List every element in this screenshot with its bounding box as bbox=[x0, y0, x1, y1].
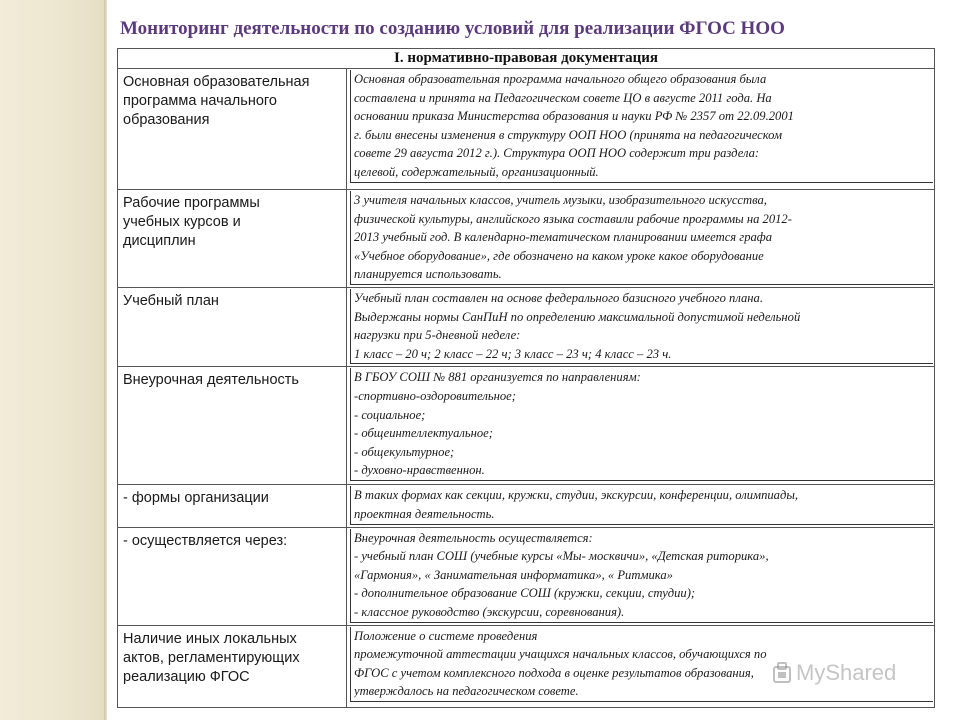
section-header-row bbox=[118, 49, 935, 69]
row-body-line: г. были внесены изменения в структуру ООП НОО (принята на педагогическом bbox=[354, 127, 783, 142]
row-body-line: 3 учителя начальных классов, учитель музыки, изобразительного искусства, bbox=[354, 193, 767, 207]
row-label bbox=[118, 190, 347, 288]
decorative-left-band bbox=[0, 0, 104, 720]
row-label-line: Рабочие программы bbox=[123, 195, 260, 211]
monitoring-table bbox=[117, 48, 935, 708]
row-body-line: «Учебное оборудование», где обозначено на каком уроке какое оборудование bbox=[354, 248, 764, 263]
table-row bbox=[118, 69, 935, 190]
row-label-line: Учебный план bbox=[123, 292, 219, 309]
row-label-line: образования bbox=[123, 112, 210, 128]
row-body-line: совете 29 августа 2012 г.). Структура ООП НОО содержит три раздела: bbox=[354, 146, 760, 161]
row-body-line: - учебный план СОШ (учебные курсы «Мы- москвичи», «Детская риторика», bbox=[354, 549, 769, 564]
row-body-line: - духовно-нравственнон. bbox=[354, 463, 485, 478]
row-label-line: Внеурочная деятельность bbox=[123, 372, 299, 389]
row-label-line: Наличие иных локальных bbox=[123, 630, 297, 647]
row-body bbox=[347, 485, 935, 527]
row-label bbox=[118, 287, 347, 366]
row-body-text-box bbox=[350, 289, 933, 364]
row-label-line: - осуществляется через: bbox=[123, 532, 288, 549]
row-body-line: В таких формах как секции, кружки, студии, экскурсии, конференции, олимпиады, bbox=[354, 488, 799, 503]
row-body-line: основании приказа Министерства образования и науки РФ № 2357 от 22.09.2001 bbox=[354, 109, 794, 124]
row-body bbox=[347, 367, 935, 485]
row-label bbox=[118, 485, 347, 527]
row-label-line: учебных курсов и bbox=[123, 214, 241, 230]
row-body-line: Выдержаны нормы СанПиН по определению максимальной допустимой недельной bbox=[354, 309, 801, 324]
row-body-line: Основная образовательная программа начального общего образования была bbox=[354, 72, 767, 86]
row-body-line: ФГОС с учетом комплексного подхода в оценке результатов образования, bbox=[354, 665, 754, 680]
table-row bbox=[118, 527, 935, 625]
row-label-line: актов, регламентирующих bbox=[123, 649, 300, 666]
section-header: I. нормативно-правовая документация bbox=[118, 49, 935, 69]
row-body-text-box bbox=[350, 486, 933, 524]
row-body bbox=[347, 527, 935, 625]
row-body-line: - общекультурное; bbox=[354, 444, 455, 459]
row-body-text-box bbox=[350, 70, 933, 183]
row-body-line: - общеинтеллектуальное; bbox=[354, 426, 493, 441]
row-body-line: Внеурочная деятельность осуществляется: bbox=[354, 530, 593, 545]
row-body-line: физической культуры, английского языка составили рабочие программы на 2012- bbox=[354, 211, 792, 226]
row-body-line: «Гармония», « Занимательная информатика», « Ритмика» bbox=[354, 567, 673, 582]
row-label-line: программа начального bbox=[123, 93, 277, 109]
row-body-line: Учебный план составлен на основе федерального базисного учебного плана. bbox=[354, 290, 763, 305]
row-body-line: 1 класс – 20 ч; 2 класс – 22 ч; 3 класс – 23 ч; 4 класс – 23 ч. bbox=[354, 346, 672, 361]
row-label bbox=[118, 625, 347, 707]
row-body-line: промежуточной аттестации учащихся начальных классов, обучающихся по bbox=[354, 647, 767, 662]
row-body bbox=[347, 69, 935, 190]
row-body-line: 2013 учебный год. В календарно-тематическом планировании имеется графа bbox=[354, 230, 773, 245]
row-body-line: составлена и принята на Педагогическом совете ЦО в августе 2011 года. На bbox=[354, 90, 772, 105]
row-body-line: нагрузки при 5-дневной неделе: bbox=[354, 328, 521, 343]
row-label-line: реализацию ФГОС bbox=[123, 668, 250, 685]
row-body bbox=[347, 287, 935, 366]
row-body-text-box bbox=[350, 529, 933, 623]
table-row bbox=[118, 190, 935, 288]
table-row bbox=[118, 485, 935, 527]
row-label-line: дисциплин bbox=[123, 233, 196, 249]
table-row bbox=[118, 287, 935, 366]
row-body-line: - социальное; bbox=[354, 407, 426, 422]
row-body-line: Положение о системе проведения bbox=[354, 628, 538, 643]
watermark-text: MyShared bbox=[796, 660, 897, 685]
row-body-line: - дополнительное образование СОШ (кружки, секции, студии); bbox=[354, 586, 696, 601]
row-label-line: Основная образовательная bbox=[123, 74, 310, 90]
row-body-line: проектная деятельность. bbox=[354, 506, 495, 521]
row-label bbox=[118, 527, 347, 625]
row-body-text-box bbox=[350, 191, 933, 285]
row-body-line: планируется использовать. bbox=[354, 267, 502, 282]
page-title: Мониторинг деятельности по созданию условий для реализации ФГОС НОО bbox=[120, 18, 785, 39]
row-body-line: утверждалось на педагогическом совете. bbox=[354, 684, 579, 699]
row-body-line: целевой, содержательный, организационный. bbox=[354, 164, 599, 179]
myshared-logo-icon bbox=[772, 662, 792, 684]
row-body-line: - классное руководство (экскурсии, соревнования). bbox=[354, 604, 625, 619]
table-row bbox=[118, 367, 935, 485]
decorative-band-edge bbox=[104, 0, 107, 720]
row-label bbox=[118, 367, 347, 485]
row-body-text-box bbox=[350, 368, 933, 481]
row-body bbox=[347, 190, 935, 288]
row-body-line: В ГБОУ СОШ № 881 организуется по направлениям: bbox=[354, 370, 641, 385]
watermark bbox=[772, 660, 896, 686]
row-body-line: -спортивно-оздоровительное; bbox=[354, 388, 516, 403]
row-label-line: - формы организации bbox=[123, 490, 269, 507]
row-label bbox=[118, 69, 347, 190]
